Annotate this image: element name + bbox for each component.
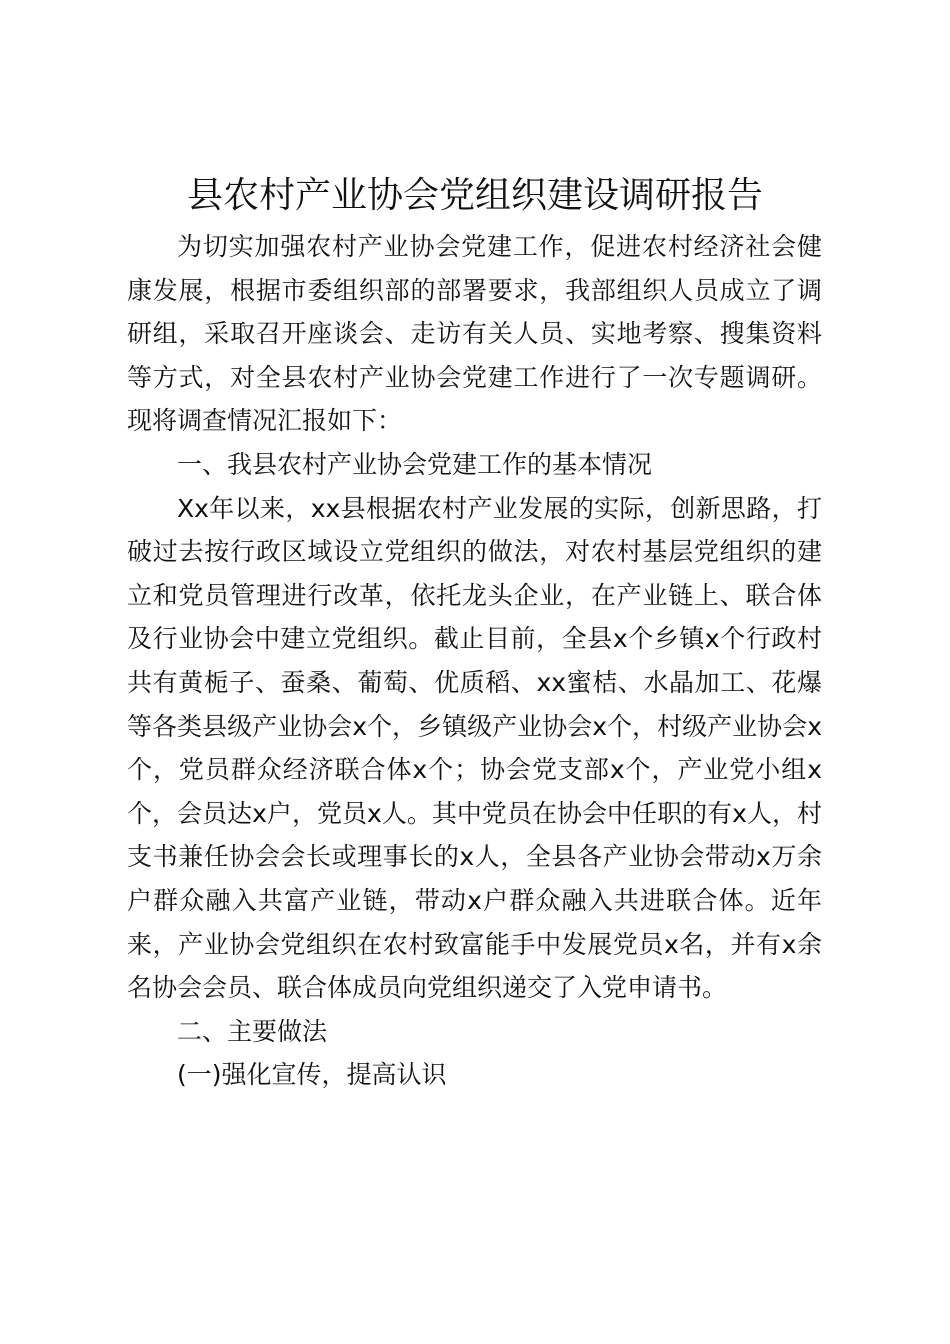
document-title: 县农村产业协会党组织建设调研报告 [186,175,763,216]
section-heading-2: 二、主要做法 [177,1016,328,1046]
intro-paragraph: 为切实加强农村产业协会党建工作，促进农村经济社会健康发展，根据市委组织部的部署要求，我部组织人员成立了调研组，采取召开座谈会、走访有关人员、实地考察、搜集资料等方式，对全县农村产业协会党建工作进行了一次专题调研。现将调查情况汇报如下： [127,232,822,436]
document-body [127,225,822,1097]
section-heading-1: 一、我县农村产业协会党建工作的基本情况 [177,449,653,479]
subsection-heading-1: (一)强化宣传，提高认识 [177,1060,447,1090]
basic-situation-paragraph: Xx年以来，xx县根据农村产业发展的实际，创新思路，打破过去按行政区域设立党组织的做法，对农村基层党组织的建立和党员管理进行改革，依托龙头企业，在产业链上、联合体及行业协会中建立党组织。截止目前，全县x个乡镇x个行政村共有黄栀子、蚕桑、葡萄、优质稻、xx蜜桔、水晶加工、花爆等各类县级产业协会x个，乡镇级产业协会x个，村级产业协会x个，党员群众经济联合体x个；协会党支部x个，产业党小组x个，会员达x户，党员x人。其中党员在协会中任职的有x人，村支书兼任协会会长或理事长的x人，全县各产业协会带动x万余户群众融入共富产业链，带动x户群众融入共进联合体。近年来，产业协会党组织在农村致富能手中发展党员x名，并有x余名协会会员、联合体成员向党组织递交了入党申请书。 [127,493,822,1003]
